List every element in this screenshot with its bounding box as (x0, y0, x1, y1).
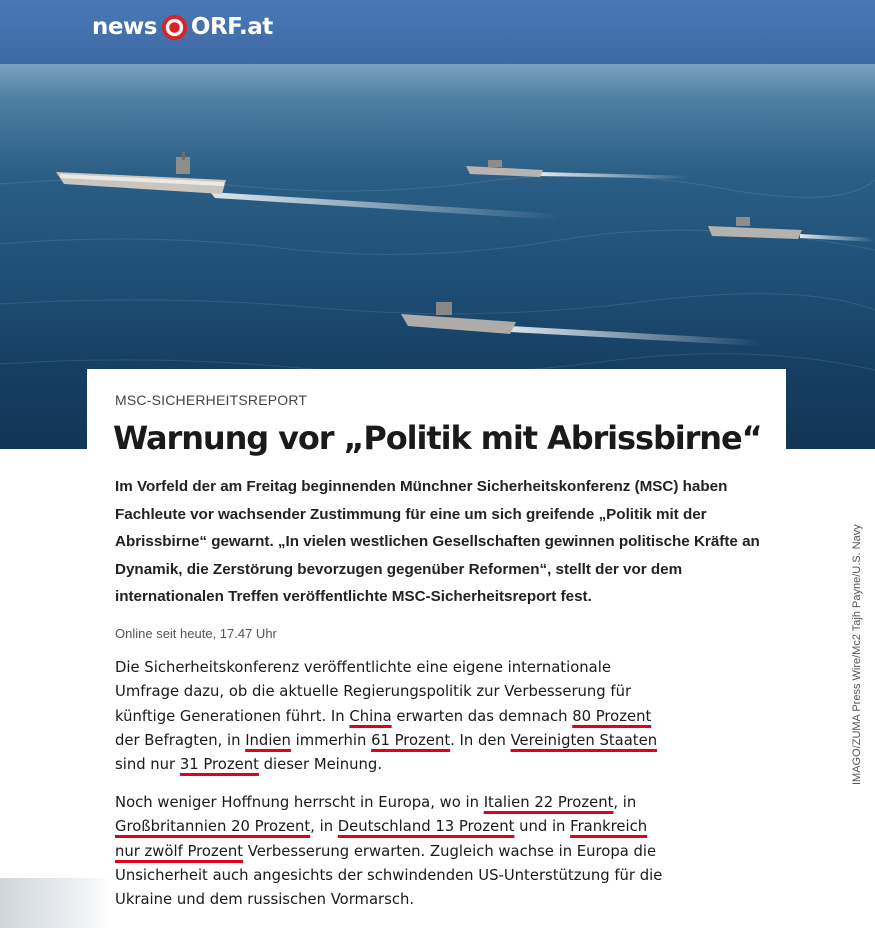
text-span: Verbesserung erwarten. Zugleich wachse in Europa die Unsicherheit auch angesichts der schwindenden US-Unterstützung für die Ukraine und dem russischen Vormarsch. (115, 842, 663, 909)
article-kicker: MSC-SICHERHEITSREPORT (115, 392, 308, 408)
highlight-india-percent: 61 Prozent (371, 731, 451, 749)
text-span: sind nur (115, 756, 180, 774)
highlight-usa-percent: 31 Prozent (179, 756, 259, 774)
text-span: Die Sicherheitskonferenz veröffentlichte eine eigene internationale Umfrage dazu, ob die aktuelle Regierungspolitik zur Verbesserung für künftige Generationen führt. In (115, 659, 632, 725)
article-title: Warnung vor „Politik mit Abrissbirne“ (113, 419, 762, 457)
highlight-france: Frankreich nur zwölf Prozent (115, 818, 648, 860)
text-span: der Befragten, in (115, 731, 246, 749)
article-paragraph-2 (115, 791, 675, 912)
text-span: . In den (450, 731, 511, 749)
article-paragraph-1 (115, 656, 675, 777)
logo-orf-text: ORF.at (190, 14, 273, 40)
highlight-germany: Deutschland 13 Prozent (337, 818, 515, 836)
highlight-china-percent: 80 Prozent (572, 707, 652, 725)
site-header (0, 0, 875, 64)
article-lead: Im Vorfeld der am Freitag beginnenden Münchner Sicherheitskonferenz (MSC) haben Fachleute vor wachsender Zustimmung für eine um sich greifende „Politik mit der Abrissbirne“ gewarnt. „In vielen westlichen Gesellschaften gewinnen politische Kräfte an Dynamik, die Zerstörung bevorzugen gegenüber Reformen“, stellt der vor dem internationalen Treffen veröffentlichte MSC-Sicherheitsreport fest. (115, 478, 760, 606)
orf-target-icon (161, 14, 188, 41)
highlight-italy: Italien 22 Prozent (483, 794, 614, 811)
bottom-edge-shade (0, 878, 110, 928)
highlight-india: Indien (245, 731, 291, 749)
highlight-china: China (349, 707, 392, 725)
text-span: Noch weniger Hoffnung herrscht in Europa, wo in (115, 794, 484, 811)
highlight-usa: Vereinigten Staaten (510, 731, 658, 749)
photo-credit: IMAGO/ZUMA Press Wire/Mc2 Tajh Payne/U.S. Navy (851, 524, 863, 785)
orf-news-logo[interactable] (92, 10, 273, 44)
logo-news-text: news (92, 14, 157, 40)
text-span: immerhin (290, 731, 372, 749)
text-span: dieser Meinung. (258, 756, 383, 774)
text-span: erwarten das demnach (391, 707, 573, 725)
text-span: , in (310, 818, 338, 836)
text-span: , in (613, 794, 637, 811)
article-dateline: Online seit heute, 17.47 Uhr (115, 626, 277, 641)
text-span: und in (514, 818, 571, 836)
highlight-uk: Großbritannien 20 Prozent (115, 818, 311, 836)
